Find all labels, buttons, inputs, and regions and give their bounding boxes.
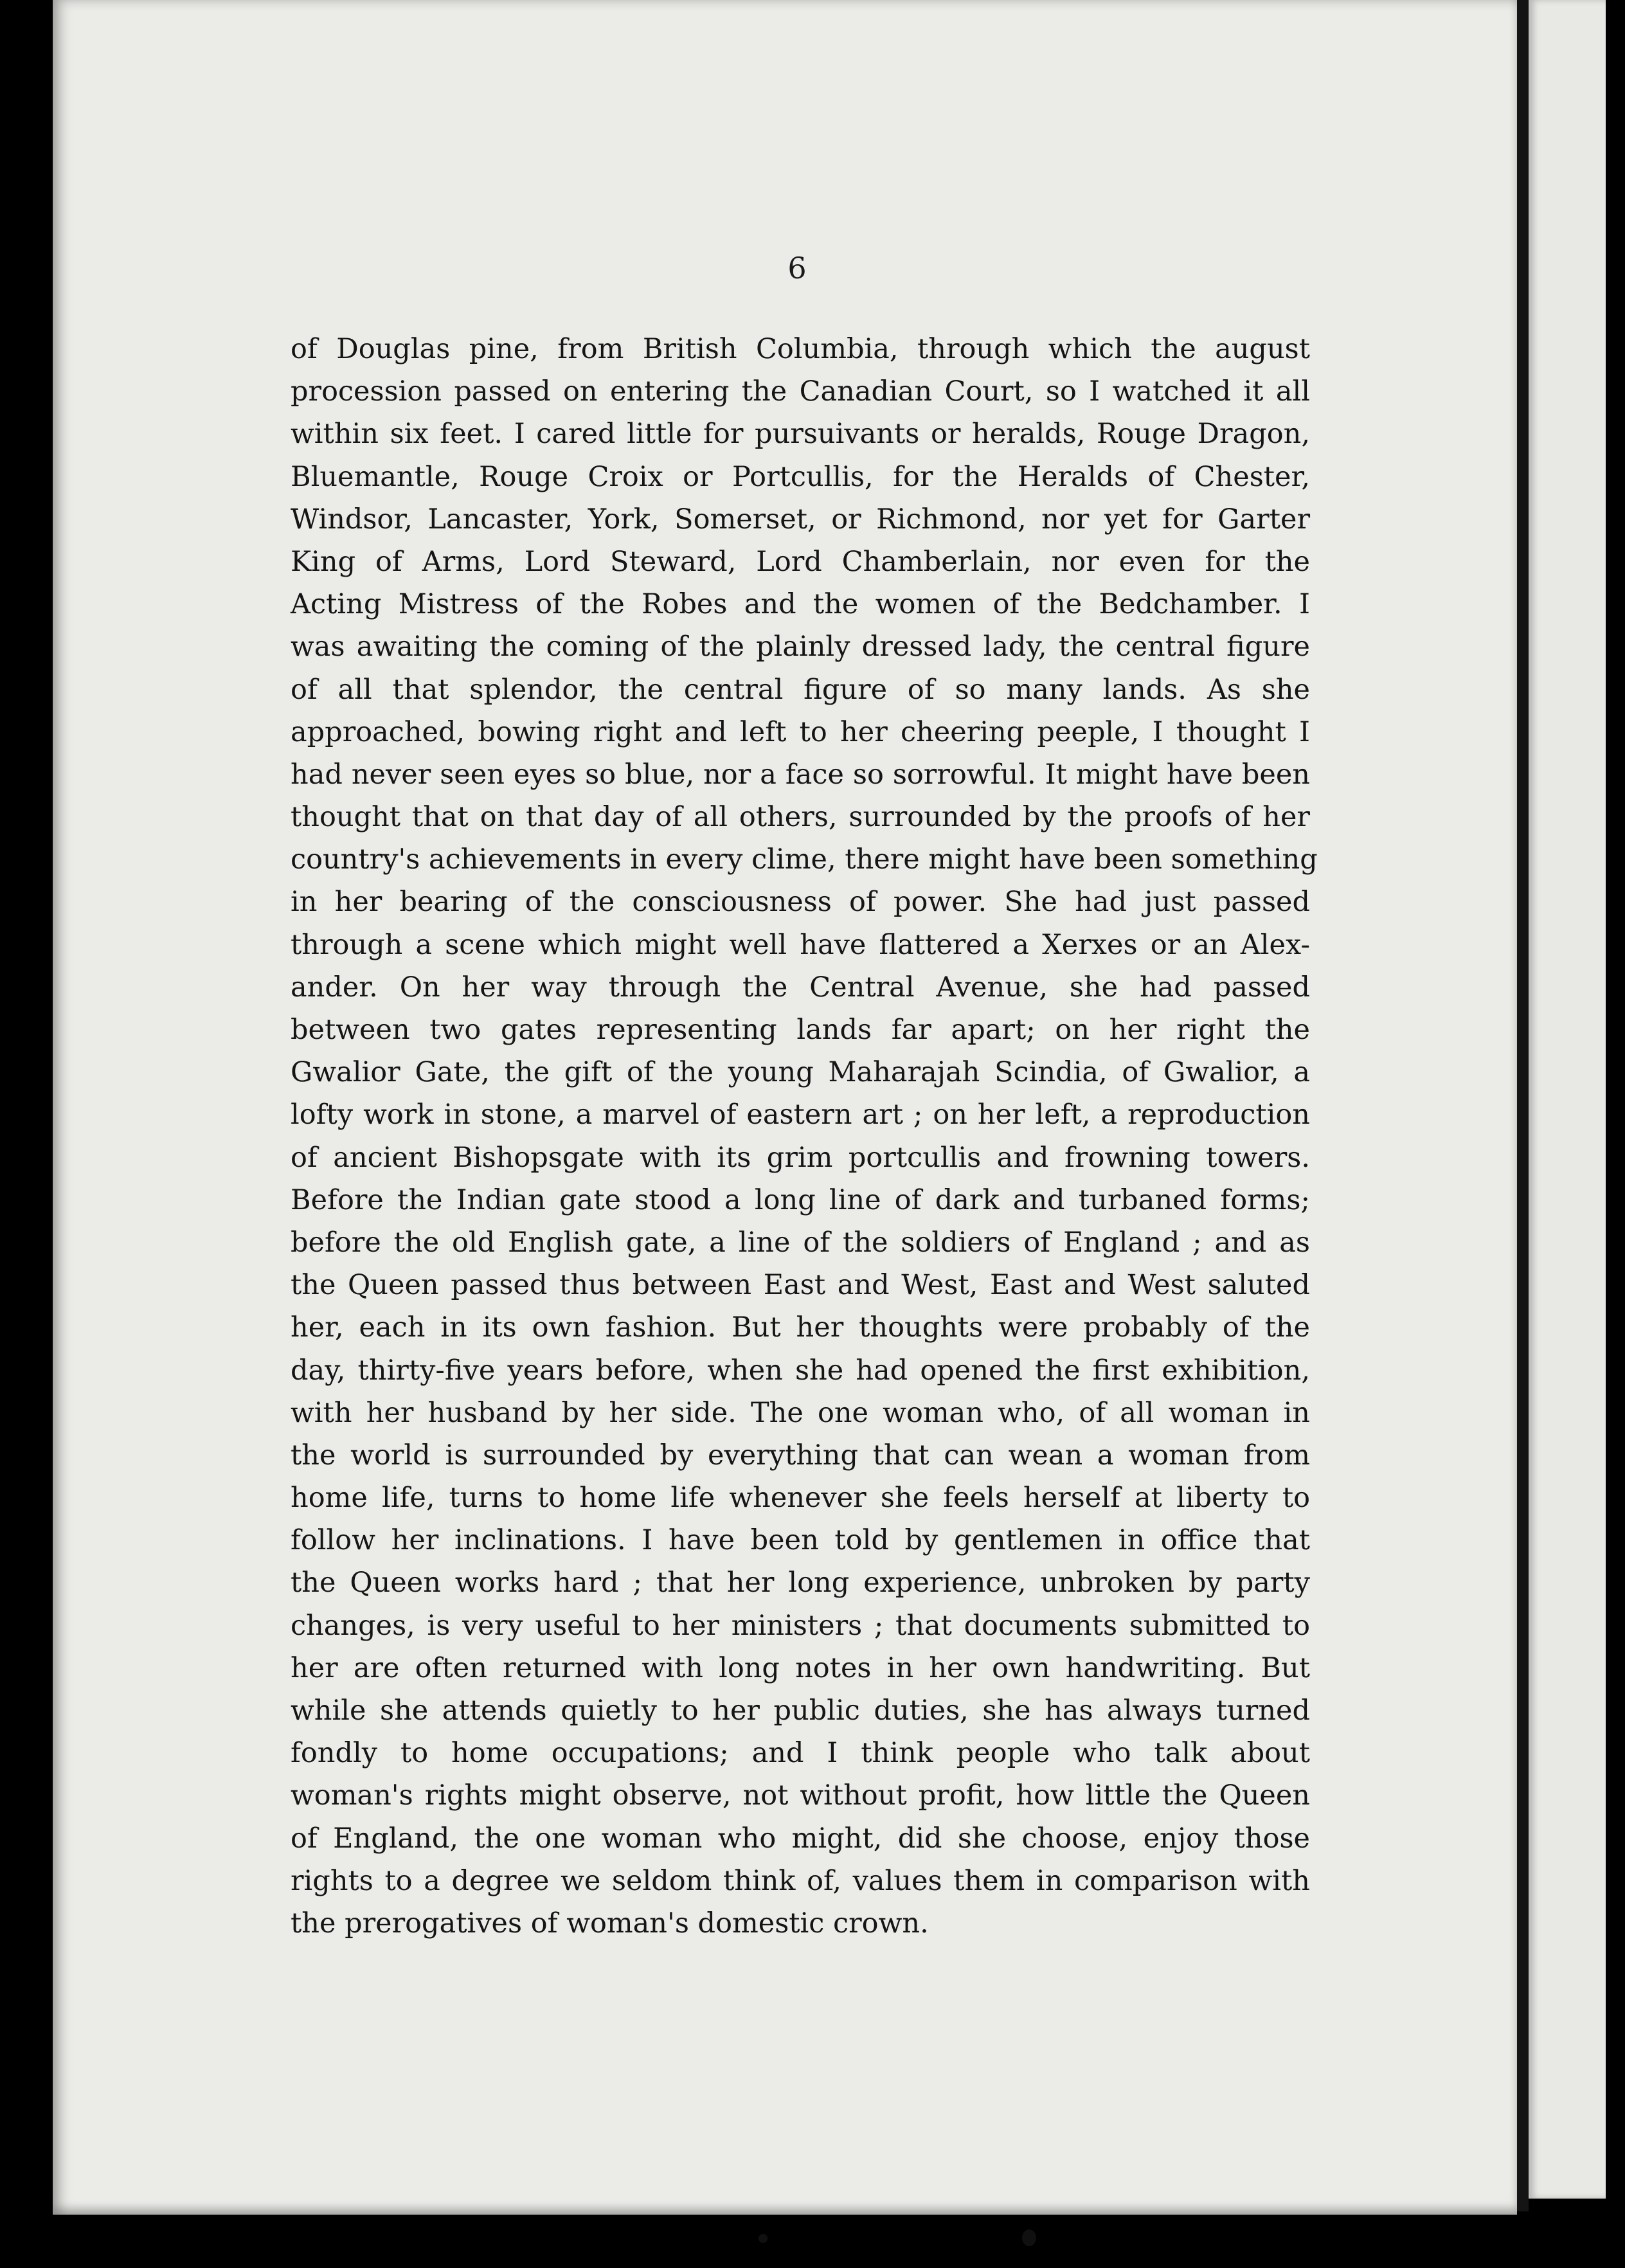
- text-line: had never seen eyes so blue, nor a face so sorrowful. It might have been: [291, 758, 1310, 791]
- text-line: the Queen works hard ; that her long experience, unbroken by party: [291, 1567, 1310, 1599]
- text-line: woman's rights might observe, not without profit, how little the Queen: [291, 1779, 1310, 1812]
- text-line: her are often returned with long notes in her own handwriting. But: [291, 1652, 1310, 1684]
- text-line: her, each in its own fashion. But her thoughts were probably of the: [291, 1311, 1310, 1344]
- page-number: 6: [787, 251, 807, 285]
- text-line: within six feet. I cared little for pursuivants or heralds, Rouge Dragon,: [291, 418, 1310, 451]
- text-line: the world is surrounded by everything that can wean a woman from: [291, 1439, 1310, 1472]
- page-gutter: [1517, 0, 1529, 2211]
- text-line: of Douglas pine, from British Columbia, through which the august: [291, 333, 1310, 365]
- text-line: before the old English gate, a line of the soldiers of England ; and as: [291, 1226, 1310, 1259]
- text-line: approached, bowing right and left to her cheering peeple, I thought I: [291, 716, 1310, 748]
- scan-speck: [1022, 2229, 1036, 2246]
- text-line: Windsor, Lancaster, York, Somerset, or Richmond, nor yet for Garter: [291, 503, 1310, 536]
- text-line: home life, turns to home life whenever she feels herself at liberty to: [291, 1482, 1310, 1515]
- text-line: Acting Mistress of the Robes and the women of the Bedchamber. I: [291, 588, 1310, 621]
- text-line: fondly to home occupations; and I think people who talk about: [291, 1737, 1310, 1770]
- text-line: the Queen passed thus between East and West, East and West saluted: [291, 1269, 1310, 1302]
- scan-speck: [759, 2234, 768, 2243]
- text-line: while she attends quietly to her public duties, she has always turned: [291, 1695, 1310, 1727]
- text-line: King of Arms, Lord Steward, Lord Chamberlain, nor even for the: [291, 545, 1310, 578]
- facing-page-edge: [1529, 0, 1606, 2199]
- text-line: follow her inclinations. I have been told by gentlemen in office that: [291, 1524, 1310, 1557]
- text-line: of all that splendor, the central figure of so many lands. As she: [291, 673, 1310, 706]
- text-line: through a scene which might well have flattered a Xerxes or an Alex-: [291, 928, 1310, 961]
- text-line: Bluemantle, Rouge Croix or Portcullis, for the Heralds of Chester,: [291, 460, 1310, 493]
- text-line: country's achievements in every clime, there might have been something: [291, 843, 1318, 876]
- text-line: procession passed on entering the Canadian Court, so I watched it all: [291, 375, 1310, 408]
- text-line: in her bearing of the consciousness of power. She had just passed: [291, 886, 1310, 919]
- text-line: Before the Indian gate stood a long line of dark and turbaned forms;: [291, 1184, 1310, 1216]
- text-line: ander. On her way through the Central Avenue, she had passed: [291, 971, 1310, 1004]
- text-line: with her husband by her side. The one woman who, of all woman in: [291, 1396, 1310, 1429]
- text-line: changes, is very useful to her ministers ; that documents submitted to: [291, 1609, 1310, 1642]
- text-line: lofty work in stone, a marvel of eastern art ; on her left, a reproduction: [291, 1099, 1310, 1131]
- text-line: between two gates representing lands far apart; on her right the: [291, 1014, 1310, 1046]
- text-line: Gwalior Gate, the gift of the young Maharajah Scindia, of Gwalior, a: [291, 1056, 1310, 1089]
- text-line: thought that on that day of all others, surrounded by the proofs of her: [291, 801, 1310, 834]
- text-line: of England, the one woman who might, did she choose, enjoy those: [291, 1822, 1310, 1855]
- text-line: day, thirty-five years before, when she had opened the first exhibition,: [291, 1354, 1310, 1387]
- text-line: the prerogatives of woman's domestic crown.: [291, 1907, 929, 1940]
- text-line: was awaiting the coming of the plainly dressed lady, the central figure: [291, 631, 1310, 663]
- text-line: of ancient Bishopsgate with its grim portcullis and frowning towers.: [291, 1141, 1310, 1174]
- body-text: [291, 328, 1318, 1945]
- text-line: rights to a degree we seldom think of, values them in comparison with: [291, 1864, 1310, 1897]
